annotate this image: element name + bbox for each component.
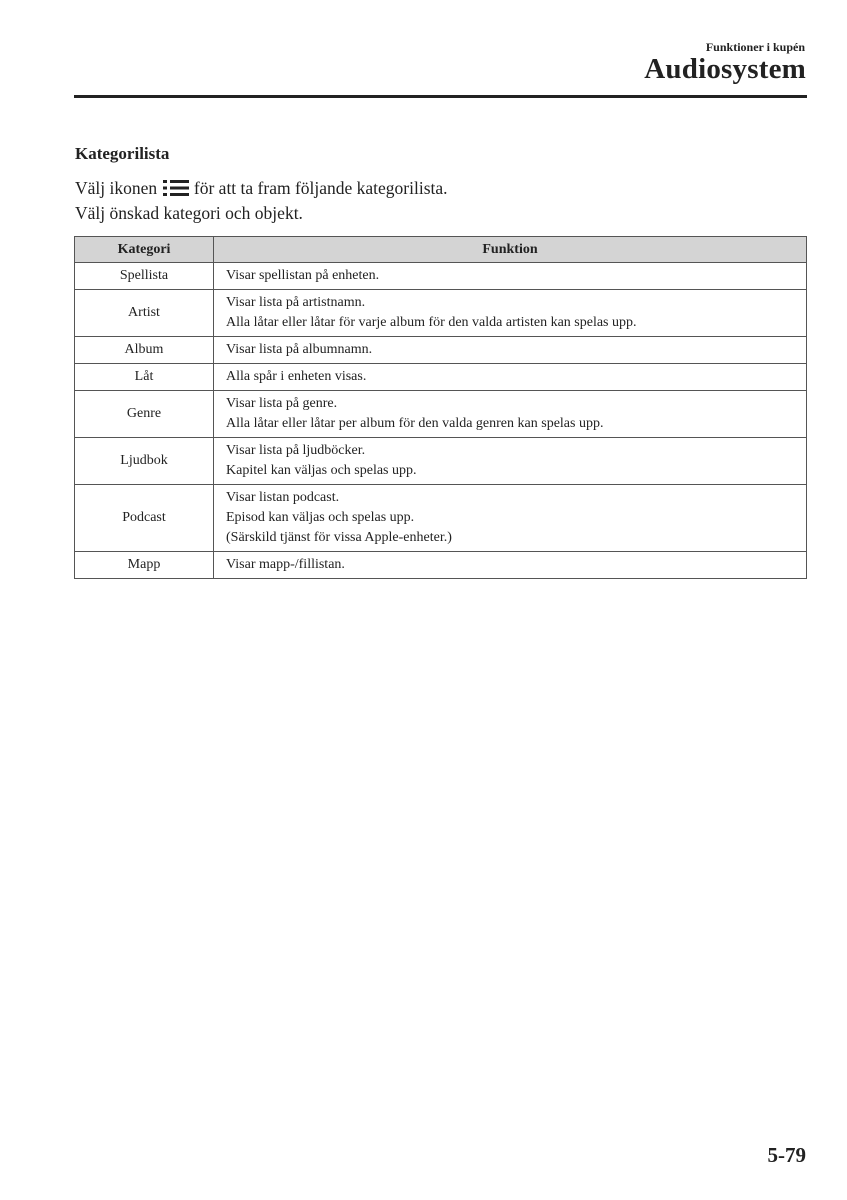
intro-line-2: Välj önskad kategori och objekt. [75, 203, 303, 223]
subheading: Kategorilista [75, 144, 170, 163]
function-line: (Särskild tjänst för vissa Apple-enheter.) [226, 530, 452, 545]
table-row [75, 438, 807, 485]
function-cell [214, 552, 807, 579]
table-row [75, 337, 807, 364]
category-cell: Album [75, 337, 214, 364]
intro-text [75, 176, 448, 226]
function-line: Visar spellistan på enheten. [226, 268, 380, 283]
function-line: Episod kan väljas och spelas upp. [226, 510, 415, 525]
table-row [75, 552, 807, 579]
intro-text-before-icon: Välj ikonen [75, 178, 158, 198]
table-row [75, 263, 807, 290]
table-header-row [75, 237, 807, 263]
category-cell: Podcast [75, 485, 214, 552]
table-body [75, 263, 807, 579]
intro-text-after-icon: för att ta fram följande kategorilista. [193, 178, 448, 198]
function-line: Alla låtar eller låtar per album för den valda genren kan spelas upp. [226, 416, 604, 431]
header-function: Funktion [214, 237, 807, 263]
function-cell [214, 438, 807, 485]
category-cell: Artist [75, 290, 214, 337]
header-category: Kategori [75, 237, 214, 263]
list-icon [163, 180, 189, 196]
table-row [75, 391, 807, 438]
category-cell: Spellista [75, 263, 214, 290]
function-cell [214, 337, 807, 364]
table-row [75, 290, 807, 337]
intro-line-1 [75, 176, 448, 201]
section-label: Funktioner i kupén [705, 40, 805, 54]
function-cell [214, 391, 807, 438]
function-line: Visar lista på genre. [226, 396, 338, 411]
category-cell: Låt [75, 364, 214, 391]
table-row [75, 364, 807, 391]
function-line: Visar listan podcast. [226, 490, 340, 505]
function-line: Alla låtar eller låtar för varje album för den valda artisten kan spelas upp. [226, 315, 637, 330]
category-cell: Genre [75, 391, 214, 438]
function-line: Visar lista på ljudböcker. [226, 443, 366, 458]
function-line: Visar lista på albumnamn. [226, 342, 373, 357]
table-row [75, 485, 807, 552]
function-cell [214, 290, 807, 337]
function-cell [214, 364, 807, 391]
function-line: Visar mapp-/fillistan. [226, 557, 345, 572]
title-rule [74, 95, 807, 98]
function-cell [214, 485, 807, 552]
page-title: Audiosystem [644, 53, 806, 85]
function-line: Visar lista på artistnamn. [226, 295, 366, 310]
page-number: 5-79 [767, 1143, 806, 1167]
category-table [74, 236, 807, 579]
category-cell: Ljudbok [75, 438, 214, 485]
function-line: Alla spår i enheten visas. [226, 369, 367, 384]
function-cell [214, 263, 807, 290]
function-line: Kapitel kan väljas och spelas upp. [226, 463, 417, 478]
category-cell: Mapp [75, 552, 214, 579]
